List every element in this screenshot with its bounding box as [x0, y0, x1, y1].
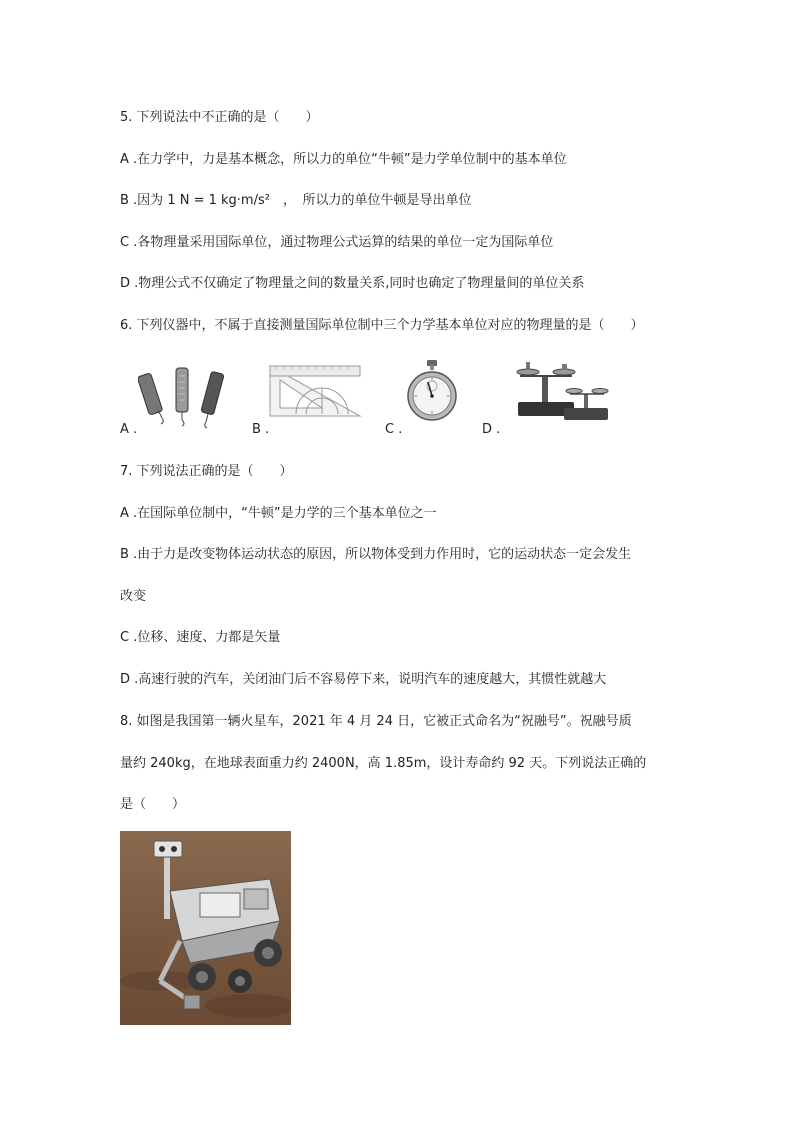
q6-stem: 6. 下列仪器中，不属于直接测量国际单位制中三个力学基本单位对应的物理量的是（ ） — [120, 318, 644, 333]
q5-option-b: B .因为 1 N = 1 kg·m/s² ， 所以力的单位牛顿是导出单位 — [120, 193, 472, 208]
q7-option-b: B .由于力是改变物体运动状态的原因，所以物体受到力作用时，它的运动状态一定会发生 — [120, 547, 632, 562]
stopwatch-image — [404, 358, 460, 422]
spring-scales-image — [138, 362, 228, 430]
q8-stem-line-3: 是（ ） — [120, 797, 186, 812]
q5-stem: 5. 下列说法中不正确的是（ ） — [120, 110, 319, 125]
q5-option-d: D .物理公式不仅确定了物理量之间的数量关系,同时也确定了物理量间的单位关系 — [120, 276, 585, 291]
q6-label-c: C . — [385, 422, 403, 437]
q7-stem: 7. 下列说法正确的是（ ） — [120, 464, 293, 479]
balance-scale-image — [512, 358, 612, 424]
ruler-protractor-image — [266, 362, 364, 420]
q8-stem-line-1: 8. 如图是我国第一辆火星车，2021 年 4 月 24 日，它被正式命名为“祝融号”。祝融号质 — [120, 714, 632, 729]
q6-label-d: D . — [482, 422, 501, 437]
q8-stem-line-2: 量约 240kg，在地球表面重力约 2400N，高 1.85m，设计寿命约 92 天。下列说法正确的 — [120, 756, 647, 771]
q6-label-a: A . — [120, 422, 138, 437]
q7-option-a: A .在国际单位制中，“牛顿”是力学的三个基本单位之一 — [120, 506, 437, 521]
q5-option-a: A .在力学中，力是基本概念，所以力的单位“牛顿”是力学单位制中的基本单位 — [120, 152, 567, 167]
q7-option-b-continued: 改变 — [120, 589, 147, 604]
q7-option-c: C .位移、速度、力都是矢量 — [120, 630, 281, 645]
q6-label-b: B . — [252, 422, 270, 437]
mars-rover-photo — [120, 831, 291, 1025]
q7-option-d: D .高速行驶的汽车，关闭油门后不容易停下来，说明汽车的速度越大，其惯性就越大 — [120, 672, 607, 687]
q5-option-c: C .各物理量采用国际单位，通过物理公式运算的结果的单位一定为国际单位 — [120, 235, 554, 250]
